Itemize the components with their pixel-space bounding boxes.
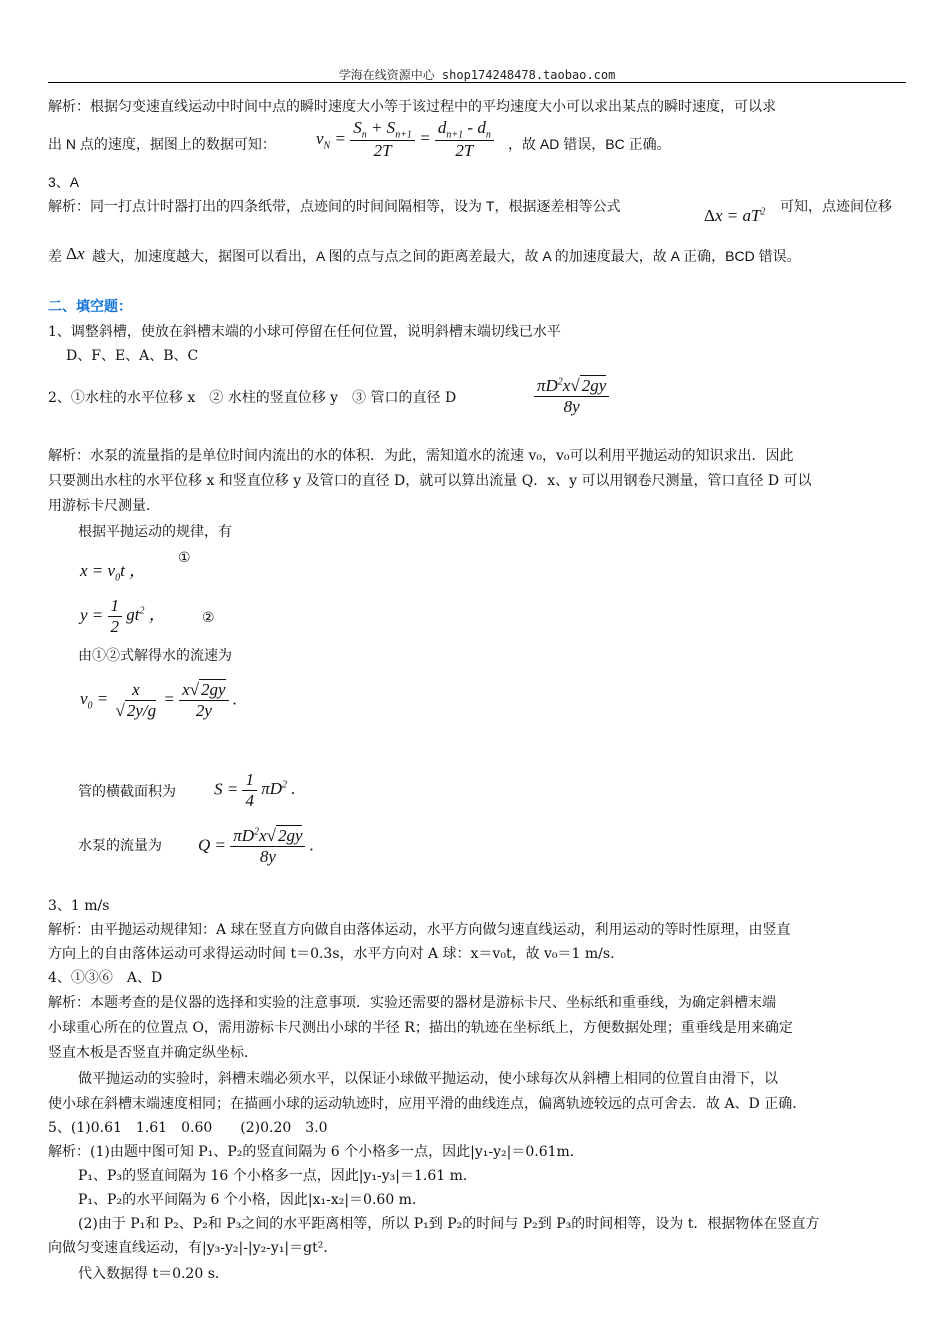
formula-q-answer: $\frac{\pi D^2x√ 2gy}{8y}$: [534, 376, 609, 417]
formula-y: y = $\frac{1}{2}$ $gt^2$ ，: [80, 596, 166, 636]
text-line: 管的横截面积为: [78, 784, 176, 800]
text-line: 解析：水泵的流量指的是单位时间内流出的水的体积．为此，需知道水的流速 v₀，v₀可以利用平抛运动的知识求出．因此: [48, 448, 794, 464]
formula-s: S = $\frac{1}{4}$ $\pi D^2$ .: [214, 770, 296, 810]
eq-label: ①: [178, 550, 191, 566]
text-line: 5、(1)0.61 1.61 0.60 (2)0.20 3.0: [48, 1120, 328, 1136]
formula-dx: $\Delta x = aT^2$: [704, 206, 766, 225]
text-line: 竖直木板是否竖直并确定纵坐标．: [48, 1045, 258, 1061]
text-line: (2)由于 P₁和 P₂、P₂和 P₃之间的水平距离相等，所以 P₁到 P₂的时间与 P₂到 P₃的时间相等，设为 t．根据物体在竖直方: [78, 1216, 820, 1232]
page-header: 学海在线资源中心 shop174248478.taobao.com: [338, 68, 616, 82]
text-line: 解析：同一打点计时器打出的四条纸带，点迹间的时间间隔相等，设为 T，根据逐差相等公式: [48, 198, 621, 214]
eq-label: ②: [202, 610, 215, 626]
text-line: 3、A: [48, 174, 80, 190]
formula-x: $x = v_0t$ ，: [80, 561, 147, 584]
text-line: 解析：根据匀变速直线运动中时间中点的瞬时速度大小等于该过程中的平均速度大小可以求出某点的瞬时速度，可以求: [48, 98, 776, 114]
text-line: 出 N 点的速度，据图上的数据可知：: [48, 136, 276, 152]
text-line: 解析：本题考查的是仪器的选择和实验的注意事项．实验还需要的器材是游标卡尺、坐标纸和重垂线，为确定斜槽末端: [48, 995, 776, 1011]
text-line: 由①②式解得水的流速为: [78, 648, 232, 664]
text-line: 解析：由平抛运动规律知：A 球在竖直方向做自由落体运动，水平方向做匀速直线运动，利用运动的等时性原理，由竖直: [48, 922, 791, 938]
text-line: 可知，点迹间位移: [780, 198, 892, 214]
formula-q: Q = $\frac{\pi D^2x√ 2gy}{8y}$ .: [198, 826, 314, 866]
formula-dx-short: Δx: [66, 244, 85, 263]
text-line: 3、1 m/s: [48, 898, 110, 914]
text-line: 2、①水柱的水平位移 x ② 水柱的竖直位移 y ③ 管口的直径 D: [48, 390, 457, 406]
text-line: 水泵的流量为: [78, 838, 162, 854]
text-line: 1、调整斜槽，使放在斜槽末端的小球可停留在任何位置，说明斜槽末端切线已水平: [48, 324, 561, 340]
text-line: 解析：(1)由题中图可知 P₁、P₂的竖直间隔为 6 个小格多一点，因此|y₁-y₂|＝0.61m．: [48, 1144, 584, 1160]
header-rule: [48, 82, 906, 83]
text-line: 4、①③⑥ A、D: [48, 970, 163, 986]
text-line: 越大，加速度越大，据图可以看出，A 图的点与点之间的距离差最大，故 A 的加速度最大，故 A 正确，BCD 错误。: [92, 248, 801, 264]
formula-vn: $v_N$ = $\frac{S_n + S_{n+1}}{2T}$ = $\frac{d_{n+1} - d_n}{2T}$: [316, 118, 494, 161]
text-line: 只要测出水柱的水平位移 x 和竖直位移 y 及管口的直径 D，就可以算出流量 Q．x、y 可以用钢卷尺测量，管口直径 D 可以: [48, 473, 812, 489]
text-line: 差: [48, 248, 62, 264]
text-line: 根据平抛运动的规律，有: [78, 524, 232, 540]
section-title: 二、填空题：: [48, 298, 132, 314]
text-line: 代入数据得 t＝0.20 s．: [78, 1266, 229, 1282]
text-line: 小球重心所在的位置点 O，需用游标卡尺测出小球的半径 R；描出的轨迹在坐标纸上，方便数据处理；重垂线是用来确定: [48, 1020, 793, 1036]
formula-v0: $v_0$ = $\frac{x}{√ 2y/g}$ = $\frac{x√ 2gy}{2y}$ .: [80, 680, 238, 720]
text-line: 向做匀变速直线运动，有|y₃-y₂|-|y₂-y₁|＝gt²．: [48, 1240, 338, 1256]
text-line: 方向上的自由落体运动可求得运动时间 t＝0.3s，水平方向对 A 球：x＝v₀t，故 v₀＝1 m/s．: [48, 946, 625, 962]
text-line: 用游标卡尺测量．: [48, 498, 160, 514]
text-line: P₁、P₂的水平间隔为 6 个小格，因此|x₁-x₂|＝0.60 m．: [78, 1192, 426, 1208]
text-line: D、F、E、A、B、C: [66, 348, 199, 364]
text-line: P₁、P₃的竖直间隔为 16 个小格多一点，因此|y₁-y₃|＝1.61 m．: [78, 1168, 477, 1184]
text-line: 做平抛运动的实验时，斜槽末端必须水平，以保证小球做平抛运动，使小球每次从斜槽上相同的位置自由滑下，以: [78, 1071, 778, 1087]
text-line: ，故 AD 错误，BC 正确。: [508, 136, 671, 152]
text-line: 使小球在斜槽末端速度相同；在描画小球的运动轨迹时，应用平滑的曲线连点，偏离轨迹较远的点可舍去．故 A、D 正确．: [48, 1096, 807, 1112]
